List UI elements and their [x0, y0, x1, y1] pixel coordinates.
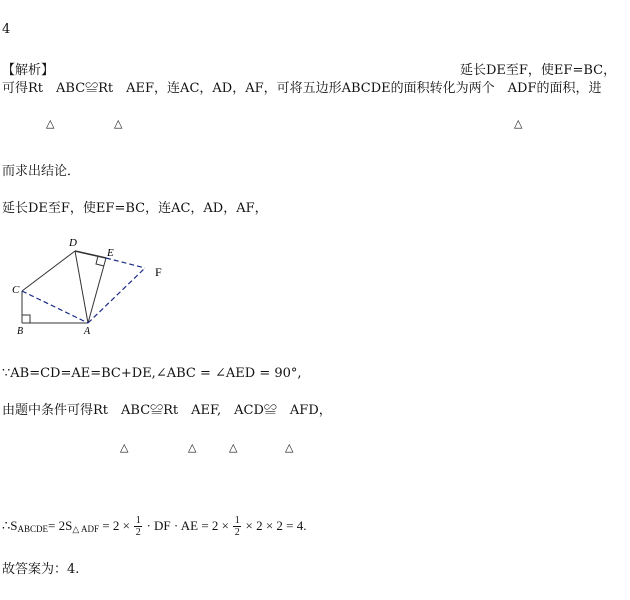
formula-part-a: = 2 × — [99, 518, 134, 533]
fraction-half — [134, 515, 142, 538]
formula-part-c: × 2 × 2 = 4. — [242, 518, 307, 533]
triangle-symbol: △ — [114, 117, 123, 130]
triangle-symbol: △ — [229, 441, 238, 454]
fraction-half — [233, 515, 241, 538]
analysis-line1-right: 延长DE至F，使EF=BC， — [460, 63, 617, 78]
fraction-numerator: 1 — [234, 514, 240, 526]
formula-prefix: ∴S — [2, 518, 18, 533]
segment-ad — [75, 251, 88, 323]
formula-sub-abcde: ABCDE — [17, 524, 49, 534]
formula-part-b: · DF · AE = 2 × — [143, 518, 233, 533]
segment-de — [75, 251, 106, 258]
answer-number: 4 — [2, 22, 11, 37]
label-f: F — [155, 265, 162, 279]
triangle-symbol: △ — [285, 441, 294, 454]
analysis-line2: 可得Rt ABC≌Rt AEF，连AC，AD，AF，可将五边形ABCDE的面积转化为两个 ADF的面积，进 — [2, 81, 602, 96]
segment-cd — [22, 251, 75, 291]
dashed-ac — [22, 291, 88, 323]
label-d: D — [69, 237, 77, 249]
geometry-figure — [0, 230, 190, 340]
triangle-symbol: △ — [514, 117, 523, 130]
formula-sub-adf: △ ADF — [72, 524, 100, 534]
fraction-numerator: 1 — [135, 514, 141, 526]
label-c: C — [12, 284, 20, 296]
analysis-heading: 【解析】 — [2, 63, 55, 78]
label-e: E — [107, 247, 114, 259]
fraction-denominator: 2 — [135, 526, 141, 538]
area-formula — [2, 508, 307, 544]
triangle-symbol: △ — [188, 441, 197, 454]
label-b: B — [17, 326, 24, 337]
triangle-symbol: △ — [46, 117, 55, 130]
solution-line5: ∵AB=CD=AE=BC+DE,∠ABC = ∠AED = 90°, — [2, 366, 302, 381]
dashed-ef — [106, 258, 145, 268]
fraction-denominator: 2 — [234, 526, 240, 538]
label-a: A — [84, 326, 91, 337]
analysis-line3: 而求出结论． — [2, 164, 81, 179]
dashed-af — [88, 268, 145, 323]
triangle-symbol: △ — [120, 441, 129, 454]
final-answer: 故答案为：4. — [2, 562, 80, 577]
solution-line6: 由题中条件可得Rt ABC≌Rt AEF, ACD≌ AFD， — [2, 403, 332, 418]
segment-ea — [88, 258, 106, 323]
right-angle-b — [22, 315, 30, 323]
formula-mid: = 2S — [48, 518, 73, 533]
solution-line4: 延长DE至F，使EF=BC，连AC，AD，AF， — [2, 201, 268, 216]
